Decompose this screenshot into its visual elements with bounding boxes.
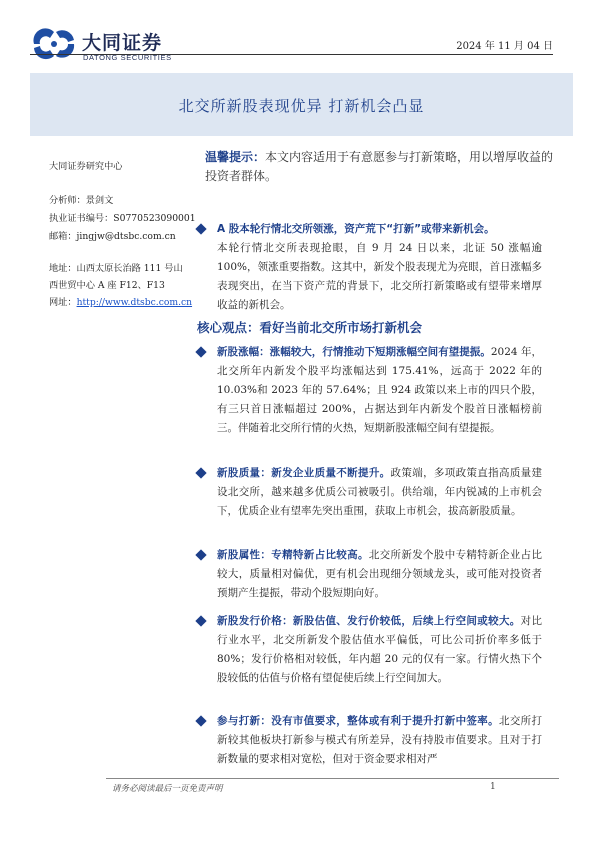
- datong-logo-icon: [30, 26, 78, 62]
- diamond-bullet-icon: [195, 223, 206, 234]
- website-link[interactable]: http://www.dtsbc.com.cn: [76, 297, 193, 308]
- header-divider: [30, 54, 553, 55]
- sidebar: [49, 158, 196, 312]
- bullet-lead: A 股本轮行情北交所领涨，资产荒下“打新”或带来新机会。: [217, 223, 495, 235]
- website-label: 网址：: [49, 297, 77, 308]
- footer-divider: [106, 778, 559, 779]
- bullet-text: 北交所新发个股中专精特新企业占比较大，质量相对偏优，更有机会出现细分领域龙头，或可能对投资者预期产生提振，带动个股短期向好。: [217, 549, 542, 599]
- bullet-new-stock-attribute: [197, 546, 542, 603]
- diamond-bullet-icon: [195, 467, 206, 478]
- disclaimer-note: 请务必阅读最后一页免责声明: [112, 784, 223, 794]
- bullet-text: 2024 年，北交所年内新发个股平均涨幅达到 175.41%，远高于 2022 年的 10.03%和 2023 年的 57.64%；且 924 政策以来上市的四只个股，有三只首日涨幅超过 200%，占据达到年内新发个股首日涨幅榜前三。伴随着北交所行情的火热，短期新股涨幅空间有望提振。: [217, 346, 543, 434]
- research-center: 大同证券研究中心: [49, 161, 123, 172]
- diamond-bullet-icon: [195, 346, 206, 357]
- logo-english-name: DATONG SECURITIES: [83, 53, 172, 62]
- page-number: 1: [490, 782, 496, 792]
- bullet-new-stock-quality: [197, 464, 542, 521]
- bullet-new-stock-gain: [197, 343, 542, 438]
- bullet-text: 本轮行情北交所表现抢眼，自 9 月 24 日以来，北证 50 涨幅逾 100%，领涨重要指数。这其中，新发个股表现尤为亮眼，首日涨幅多表现突出，在当下资产荒的背景下，北交所打新策略或有望带来增厚收益的新机会。: [217, 242, 542, 311]
- warm-tip-label: 温馨提示：: [205, 150, 266, 164]
- bullet-lead: 新股属性：专精特新占比较高。: [217, 549, 369, 561]
- diamond-bullet-icon: [195, 549, 206, 560]
- certificate-number: 执业证书编号：S0770523090001: [49, 213, 196, 224]
- analyst-name: 分析师：景剑文: [49, 195, 114, 206]
- bullet-issue-price: [197, 612, 542, 688]
- bullet-text: 北交所打新较其他板块打新参与模式有所差异，没有持股市值要求。且对于打新数量的要求相对宽松，但对于资金要求相对严: [217, 715, 543, 765]
- website-row: [49, 294, 193, 312]
- analyst-email: 邮箱：jingjw@dtsbc.com.cn: [49, 231, 176, 242]
- bullet-lead: 新股质量：新发企业质量不断提升。: [217, 467, 391, 479]
- core-viewpoint-heading: 核心观点：看好当前北交所市场打新机会: [197, 320, 423, 335]
- logo-chinese-name: 大同证券: [82, 32, 163, 54]
- warm-tip-text: 本文内容适用于有意愿参与打新策略，用以增厚收益的投资者群体。: [205, 150, 554, 183]
- title-banner: [30, 73, 573, 136]
- report-date: 2024 年 11 月 04 日: [456, 41, 553, 52]
- bullet-lead: 参与打新：没有市值要求，整体或有利于提升打新中签率。: [217, 715, 499, 727]
- company-logo: [30, 26, 190, 66]
- bullet-lead: 新股涨幅：涨幅较大，行情推动下短期涨幅空间有望提振。: [217, 346, 491, 358]
- company-address: 地址：山西太原长治路 111 号山西世贸中心 A 座 F12、F13: [49, 263, 183, 291]
- report-title: 北交所新股表现优异 打新机会凸显: [178, 97, 425, 115]
- bullet-participation: [197, 712, 542, 769]
- bullet-text: 政策端，多项政策直指高质量建设北交所，越来越多优质公司被吸引。供给端，年内锐减的上市机会下，优质企业有望率先突出重围，获取上市机会，拔高新股质量。: [217, 467, 543, 517]
- warm-tip: [205, 148, 555, 186]
- bullet-lead: 新股发行价格：新股估值、发行价较低，后续上行空间或较大。: [217, 615, 521, 627]
- bullet-a-share: [197, 220, 542, 315]
- bullet-text: 对比行业水平，北交所新发个股估值水平偏低，可比公司折价率多低于 80%；发行价格相对较低，年内超 20 元的仅有一家。行情火热下个股较低的估值与价格有望促使后续上行空间加大。: [217, 615, 543, 684]
- diamond-bullet-icon: [195, 615, 206, 626]
- diamond-bullet-icon: [195, 715, 206, 726]
